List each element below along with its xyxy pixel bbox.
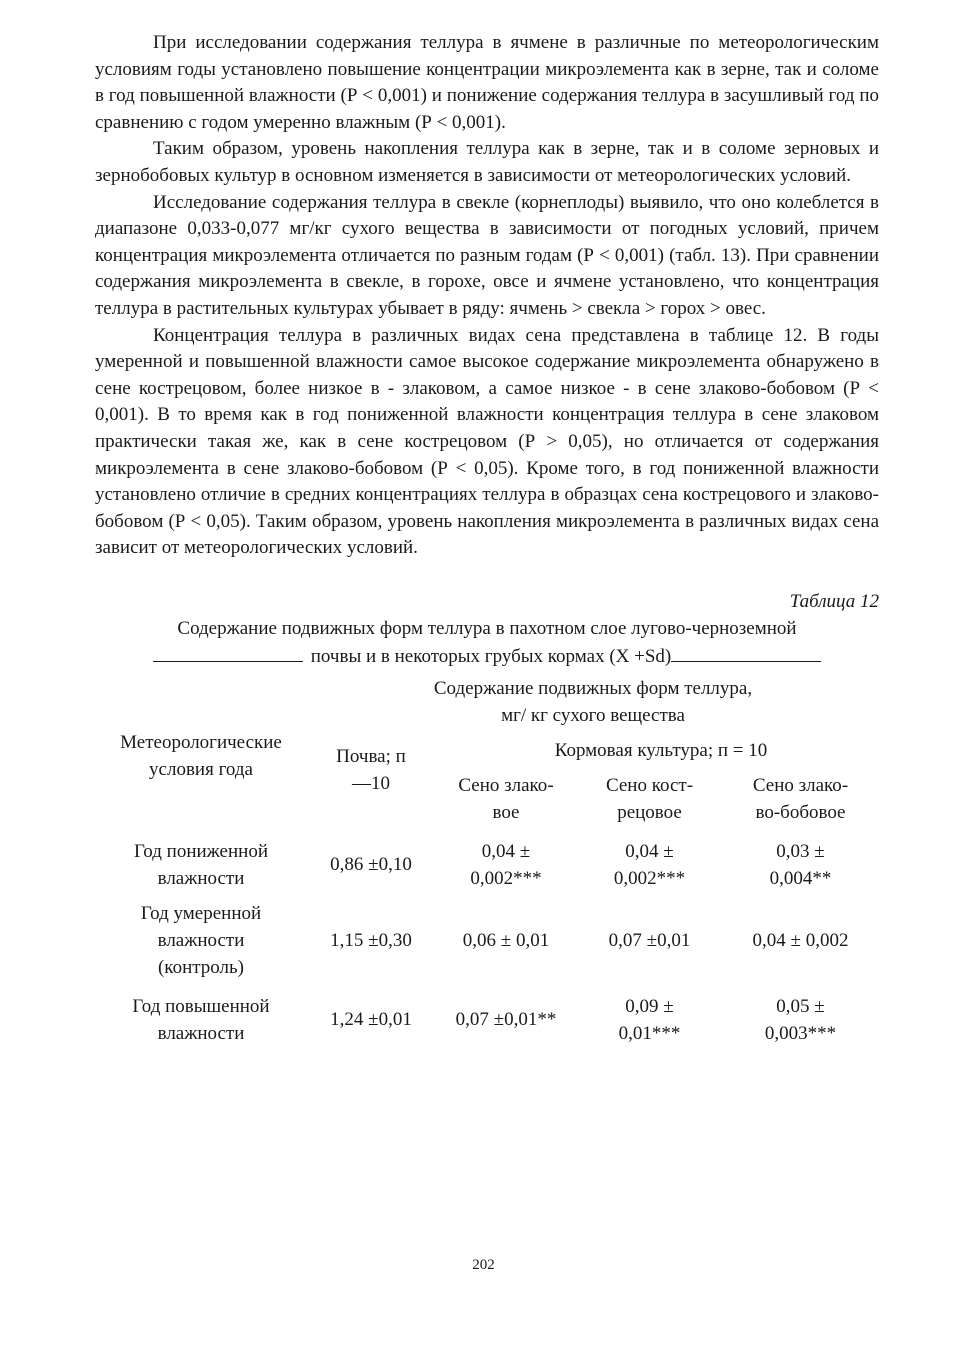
table-caption-number: Таблица 12	[789, 590, 879, 612]
header-empty-cell	[95, 673, 307, 729]
cell-hay-brome: 0,09 ± 0,01***	[618, 995, 681, 1044]
cell-hay-grass: 0,07 ±0,01**	[455, 1009, 557, 1031]
header-hay-brome: Сено кострецовое	[605, 774, 694, 823]
table-row	[95, 900, 879, 981]
table-title-line1: Содержание подвижных форм теллура в пахотном слое лугово-черноземной	[177, 617, 797, 639]
table-title-line2-text: почвы и в некоторых грубых кормах (X +Sd)	[310, 645, 672, 667]
header-group-title: Содержание подвижных форм теллура,	[433, 677, 753, 699]
header-hay-grass-legume: Сено злаково-бобовое	[752, 774, 849, 823]
paragraph-conclusion-grain: Таким образом, уровень накопления теллура как в зерне, так и в соломе зерновых и зернобобовых культур в основном изменяется в зависимости от метеорологических условий.	[95, 138, 879, 186]
header-group-cell	[307, 673, 879, 729]
header-conditions: Метеорологические условия года	[120, 731, 282, 780]
cell-condition: Год повышенной влажности	[132, 995, 270, 1044]
header-row-forage	[95, 729, 879, 764]
cell-hay-brome: 0,07 ±0,01	[608, 929, 691, 951]
cell-hay-grass: 0,06 ± 0,01	[462, 929, 550, 951]
cell-soil: 1,24 ±0,01	[330, 1009, 412, 1031]
header-soil: Почва; п —10	[336, 745, 406, 794]
cell-soil: 0,86 ±0,10	[330, 854, 412, 876]
cell-hay-grass-legume: 0,05 ± 0,003***	[764, 995, 837, 1044]
paragraph-beet-tellurium: Исследование содержания теллура в свекле (корнеплоды) выявило, что оно колеблется в диапазоне 0,033-0,077 мг/кг сухого вещества в зависимости от погодных условий, причем концентрация микроэлемента отличается по разным годам (Р < 0,001) (табл. 13). При сравнении содержания микроэлемента в свекле, в горохе, овсе и ячмене установлено, что концентрация теллура в растительных культурах убывает в ряду: ячмень > свекла > горох > овес.	[95, 191, 879, 319]
cell-condition: Год умеренной влажности (контроль)	[140, 902, 262, 978]
header-hay-grass: Сено злаковое	[458, 774, 554, 823]
header-forage-group: Кормовая культура; п = 10	[554, 739, 768, 761]
cell-hay-grass-legume: 0,04 ± 0,002	[752, 929, 849, 951]
table-row	[95, 993, 879, 1047]
cell-hay-grass: 0,04 ± 0,002***	[470, 840, 542, 889]
cell-hay-brome: 0,04 ± 0,002***	[613, 840, 686, 889]
cell-hay-grass-legume: 0,03 ± 0,004**	[769, 840, 832, 889]
paragraph-hay-tellurium: Концентрация теллура в различных видах сена представлена в таблице 12. В годы умеренной и повышенной влажности самое высокое содержание микроэлемента обнаружено в сене кострецовом, более низкое в - злаковом, а самое низкое - в сене злаково-бобовом (Р < 0,001). В то время как в год пониженной влажности концентрация теллура в сене злаковом практически такая же, как в сене кострецовом (Р > 0,05), но отличается от содержания микроэлемента в сене злаково-бобовом (Р < 0,05). Кроме того, в год пониженной влажности установлено отличие в средних концентрациях теллура в образцах сена кострецового и злаково-бобовом (Р < 0,05). Таким образом, уровень накопления микроэлемента в различных видах сена зависит от метеорологических условий.	[95, 324, 879, 559]
header-row-group	[95, 673, 879, 729]
paragraph-barley-tellurium: При исследовании содержания теллура в ячмене в различные по метеорологическим условиям годы установлено повышение концентрации микроэлемента как в зерне, так и соломе в год повышенной влажности (Р < 0,001) и понижение содержания теллура в засушливый год по сравнению с годом умеренно влажным (Р < 0,001).	[95, 32, 879, 133]
table-title-line2	[95, 643, 879, 671]
page-number: 202	[472, 1257, 495, 1273]
page-content	[95, 30, 879, 1047]
table-row	[95, 838, 879, 892]
title-rule-right	[671, 660, 821, 662]
tellurium-table	[95, 673, 879, 1047]
cell-soil: 1,15 ±0,30	[330, 929, 412, 951]
header-group-units: мг/ кг сухого вещества	[501, 704, 685, 726]
cell-condition: Год пониженной влажности	[133, 840, 268, 889]
title-rule-left	[153, 660, 303, 662]
